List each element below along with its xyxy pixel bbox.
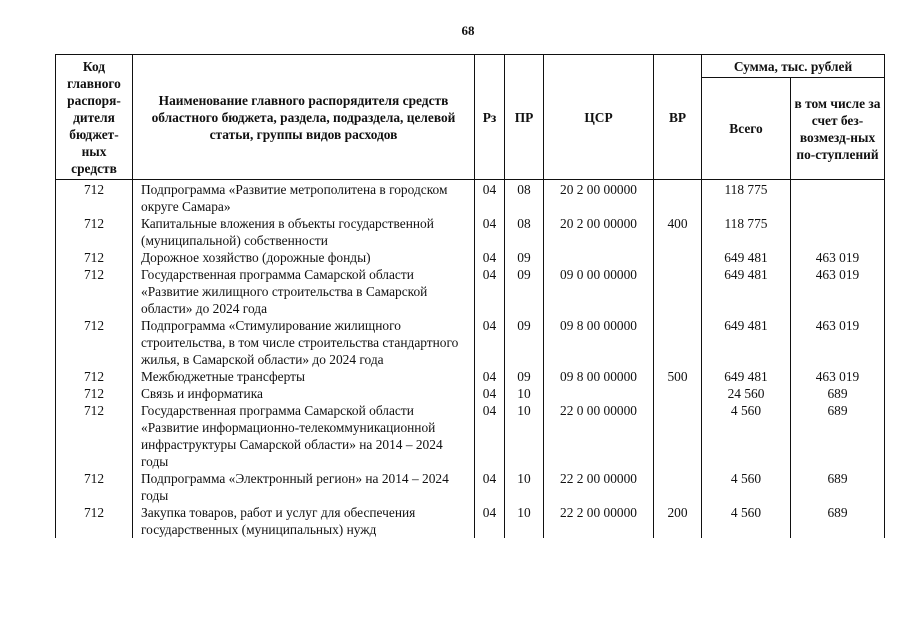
cell-code: 712 <box>56 470 133 504</box>
cell-rz: 04 <box>475 215 505 249</box>
cell-csr: 22 0 00 00000 <box>544 402 654 470</box>
cell-csr: 22 2 00 00000 <box>544 504 654 538</box>
cell-incl: 689 <box>791 470 885 504</box>
cell-total: 649 481 <box>702 368 791 385</box>
cell-csr: 20 2 00 00000 <box>544 180 654 216</box>
cell-vr <box>654 180 702 216</box>
cell-pr: 10 <box>505 385 544 402</box>
cell-name: Подпрограмма «Стимулирование жилищного строительства, в том числе строительства стандартного жилья, в Самарской области» до 2024 года <box>133 317 475 368</box>
cell-incl: 463 019 <box>791 368 885 385</box>
cell-total: 649 481 <box>702 249 791 266</box>
cell-name: Государственная программа Самарской области «Развитие жилищного строительства в Самарской области» до 2024 года <box>133 266 475 317</box>
cell-incl <box>791 215 885 249</box>
cell-csr: 09 0 00 00000 <box>544 266 654 317</box>
cell-name: Закупка товаров, работ и услуг для обеспечения государственных (муниципальных) нужд <box>133 504 475 538</box>
cell-csr: 20 2 00 00000 <box>544 215 654 249</box>
header-code: Код главного распоря-дителя бюджет-ных средств <box>56 55 133 180</box>
table-row <box>56 402 885 470</box>
cell-pr: 08 <box>505 215 544 249</box>
table-row <box>56 215 885 249</box>
cell-code: 712 <box>56 402 133 470</box>
cell-code: 712 <box>56 317 133 368</box>
cell-csr: 09 8 00 00000 <box>544 368 654 385</box>
table-body <box>56 180 885 539</box>
cell-incl: 463 019 <box>791 317 885 368</box>
cell-pr: 10 <box>505 470 544 504</box>
cell-pr: 09 <box>505 266 544 317</box>
cell-name: Подпрограмма «Электронный регион» на 2014 – 2024 годы <box>133 470 475 504</box>
cell-vr <box>654 385 702 402</box>
cell-total: 118 775 <box>702 215 791 249</box>
table-row <box>56 266 885 317</box>
cell-vr <box>654 266 702 317</box>
cell-csr: 22 2 00 00000 <box>544 470 654 504</box>
cell-vr <box>654 317 702 368</box>
header-csr: ЦСР <box>544 55 654 180</box>
table-row <box>56 180 885 216</box>
cell-incl: 463 019 <box>791 266 885 317</box>
cell-total: 4 560 <box>702 504 791 538</box>
cell-rz: 04 <box>475 368 505 385</box>
cell-vr: 200 <box>654 504 702 538</box>
table-row <box>56 249 885 266</box>
cell-incl: 689 <box>791 402 885 470</box>
cell-incl: 689 <box>791 504 885 538</box>
header-sum-group: Сумма, тыс. рублей <box>702 55 885 78</box>
cell-name: Подпрограмма «Развитие метрополитена в городском округе Самара» <box>133 180 475 216</box>
table-row <box>56 385 885 402</box>
cell-incl: 689 <box>791 385 885 402</box>
cell-vr: 500 <box>654 368 702 385</box>
header-pr: ПР <box>505 55 544 180</box>
cell-pr: 08 <box>505 180 544 216</box>
cell-name: Связь и информатика <box>133 385 475 402</box>
table-row <box>56 368 885 385</box>
cell-vr <box>654 470 702 504</box>
page-number: 68 <box>461 23 475 38</box>
cell-total: 649 481 <box>702 317 791 368</box>
cell-rz: 04 <box>475 470 505 504</box>
cell-rz: 04 <box>475 504 505 538</box>
cell-code: 712 <box>56 215 133 249</box>
cell-incl <box>791 180 885 216</box>
cell-code: 712 <box>56 249 133 266</box>
cell-name: Государственная программа Самарской области «Развитие информационно-телекоммуникационной инфраструктуры Самарской области» на 2014 – 2024 годы <box>133 402 475 470</box>
cell-total: 4 560 <box>702 402 791 470</box>
header-name: Наименование главного распорядителя средств областного бюджета, раздела, подраздела, целевой статьи, группы видов расходов <box>133 55 475 180</box>
cell-csr <box>544 249 654 266</box>
cell-rz: 04 <box>475 180 505 216</box>
cell-csr <box>544 385 654 402</box>
cell-rz: 04 <box>475 266 505 317</box>
cell-total: 4 560 <box>702 470 791 504</box>
table-row <box>56 504 885 538</box>
cell-vr: 400 <box>654 215 702 249</box>
cell-code: 712 <box>56 385 133 402</box>
cell-pr: 09 <box>505 249 544 266</box>
header-vr: ВР <box>654 55 702 180</box>
cell-name: Капитальные вложения в объекты государственной (муниципальной) собственности <box>133 215 475 249</box>
cell-total: 24 560 <box>702 385 791 402</box>
cell-rz: 04 <box>475 385 505 402</box>
cell-incl: 463 019 <box>791 249 885 266</box>
header-incl: в том числе за счет без-возмезд-ных по-ступлений <box>791 78 885 180</box>
cell-code: 712 <box>56 368 133 385</box>
cell-pr: 09 <box>505 317 544 368</box>
header-total: Всего <box>702 78 791 180</box>
cell-pr: 10 <box>505 402 544 470</box>
cell-total: 649 481 <box>702 266 791 317</box>
cell-rz: 04 <box>475 249 505 266</box>
cell-name: Межбюджетные трансферты <box>133 368 475 385</box>
cell-pr: 10 <box>505 504 544 538</box>
table-row <box>56 317 885 368</box>
cell-total: 118 775 <box>702 180 791 216</box>
cell-rz: 04 <box>475 317 505 368</box>
cell-rz: 04 <box>475 402 505 470</box>
cell-code: 712 <box>56 180 133 216</box>
header-rz: Рз <box>475 55 505 180</box>
table-row <box>56 470 885 504</box>
cell-vr <box>654 249 702 266</box>
cell-code: 712 <box>56 504 133 538</box>
cell-vr <box>654 402 702 470</box>
cell-pr: 09 <box>505 368 544 385</box>
table-header <box>56 55 885 180</box>
cell-name: Дорожное хозяйство (дорожные фонды) <box>133 249 475 266</box>
budget-table <box>55 54 885 538</box>
cell-csr: 09 8 00 00000 <box>544 317 654 368</box>
cell-code: 712 <box>56 266 133 317</box>
